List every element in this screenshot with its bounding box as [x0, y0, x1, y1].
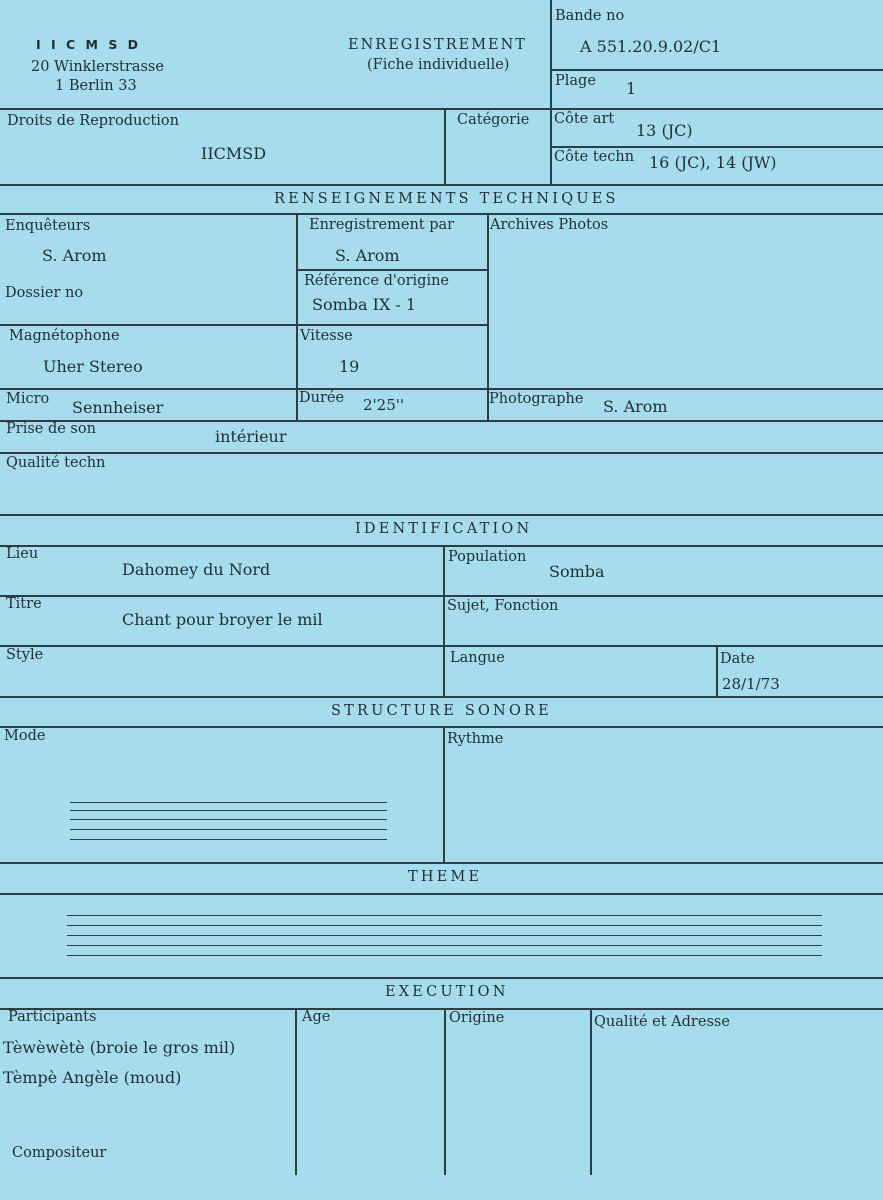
- rule: [0, 545, 883, 547]
- vitesse-label: Vitesse: [300, 328, 353, 344]
- rule: [444, 108, 446, 184]
- form-subtitle: (Fiche individuelle): [367, 57, 510, 73]
- prise-de-son-label: Prise de son: [6, 421, 96, 437]
- enqueteurs-value: S. Arom: [42, 246, 107, 265]
- staff-line: [67, 915, 822, 916]
- staff-line: [70, 829, 387, 830]
- duree-label: Durée: [299, 390, 345, 406]
- date-value: 28/1/73: [722, 675, 780, 693]
- section-title-theme: THEME: [408, 869, 483, 885]
- staff-line: [67, 945, 822, 946]
- staff-line: [70, 839, 387, 840]
- qualite-techn-label: Qualité techn: [6, 455, 106, 471]
- titre-value: Chant pour broyer le mil: [122, 610, 323, 629]
- staff-line: [70, 810, 387, 811]
- staff-line: [67, 925, 822, 926]
- rule: [296, 269, 488, 271]
- rule: [444, 1008, 446, 1175]
- staff-line: [70, 802, 387, 803]
- micro-label: Micro: [6, 391, 50, 407]
- categorie-label: Catégorie: [457, 112, 530, 128]
- bande-label: Bande no: [555, 8, 625, 24]
- org-name: I I C M S D: [36, 37, 142, 52]
- rule: [443, 545, 445, 696]
- staff-line: [70, 819, 387, 820]
- magnetophone-value: Uher Stereo: [43, 357, 143, 376]
- reference-label: Référence d'origine: [304, 273, 450, 289]
- org-address-street: 20 Winklerstrasse: [31, 59, 164, 75]
- form-title: ENREGISTREMENT: [348, 37, 527, 53]
- rule: [0, 645, 883, 647]
- qualite-adresse-label: Qualité et Adresse: [594, 1014, 730, 1030]
- langue-label: Langue: [450, 650, 505, 666]
- rule: [0, 893, 883, 895]
- titre-label: Titre: [6, 596, 42, 612]
- droits-label: Droits de Reproduction: [7, 113, 179, 129]
- photographe-value: S. Arom: [603, 397, 668, 416]
- rule: [0, 595, 883, 597]
- compositeur-label: Compositeur: [12, 1145, 107, 1161]
- cote-art-label: Côte art: [554, 111, 615, 127]
- rule: [0, 324, 488, 326]
- participant-entry: Tèmpè Angèle (moud): [3, 1068, 182, 1087]
- org-address-city: 1 Berlin 33: [55, 78, 137, 94]
- photographe-label: Photographe: [489, 391, 584, 407]
- rule: [0, 184, 883, 186]
- rule: [551, 146, 883, 148]
- rythme-label: Rythme: [447, 731, 504, 747]
- droits-value: IICMSD: [201, 144, 267, 163]
- plage-label: Plage: [555, 73, 596, 89]
- population-value: Somba: [549, 562, 605, 581]
- section-title-execution: EXECUTION: [385, 984, 509, 1000]
- origine-label: Origine: [449, 1010, 505, 1026]
- duree-value: 2'25'': [363, 396, 405, 414]
- dossier-label: Dossier no: [5, 285, 84, 301]
- date-label: Date: [720, 651, 755, 667]
- rule: [0, 213, 883, 215]
- magnetophone-label: Magnétophone: [9, 328, 120, 344]
- participants-label: Participants: [8, 1009, 97, 1025]
- sujet-fonction-label: Sujet, Fonction: [447, 598, 559, 614]
- bande-value: A 551.20.9.02/C1: [580, 37, 722, 56]
- rule: [296, 213, 298, 420]
- rule: [0, 108, 883, 110]
- rule: [0, 977, 883, 979]
- age-label: Age: [302, 1009, 331, 1025]
- rule: [295, 1008, 297, 1175]
- archives-photos-label: Archives Photos: [490, 217, 609, 233]
- vitesse-value: 19: [339, 357, 360, 376]
- section-title-identification: IDENTIFICATION: [355, 521, 533, 537]
- cote-art-value: 13 (JC): [636, 121, 693, 140]
- plage-value: 1: [626, 79, 637, 98]
- rule: [716, 645, 718, 696]
- enregistrement-par-label: Enregistrement par: [309, 217, 455, 233]
- rule: [0, 420, 883, 422]
- rule: [0, 1008, 883, 1010]
- rule: [0, 514, 883, 516]
- rule: [0, 452, 883, 454]
- staff-line: [67, 955, 822, 956]
- section-title-structure: STRUCTURE SONORE: [331, 703, 552, 719]
- rule: [0, 388, 883, 390]
- cote-techn-label: Côte techn: [554, 149, 635, 165]
- mode-label: Mode: [4, 728, 46, 744]
- lieu-value: Dahomey du Nord: [122, 560, 271, 579]
- section-title-technical: RENSEIGNEMENTS TECHNIQUES: [274, 191, 619, 207]
- population-label: Population: [448, 549, 527, 565]
- staff-line: [67, 935, 822, 936]
- rule: [0, 726, 883, 728]
- rule: [590, 1008, 592, 1175]
- prise-de-son-value: intérieur: [215, 427, 287, 446]
- rule: [0, 862, 883, 864]
- reference-value: Somba IX - 1: [312, 295, 417, 314]
- enqueteurs-label: Enquêteurs: [5, 218, 91, 234]
- micro-value: Sennheiser: [72, 398, 164, 417]
- enregistrement-par-value: S. Arom: [335, 246, 400, 265]
- rule: [443, 726, 445, 862]
- cote-techn-value: 16 (JC), 14 (JW): [649, 153, 777, 172]
- lieu-label: Lieu: [6, 546, 39, 562]
- rule: [0, 696, 883, 698]
- rule: [487, 213, 489, 420]
- participant-entry: Tèwèwètè (broie le gros mil): [3, 1038, 236, 1057]
- style-label: Style: [6, 647, 44, 663]
- rule: [550, 0, 552, 184]
- rule: [551, 69, 883, 71]
